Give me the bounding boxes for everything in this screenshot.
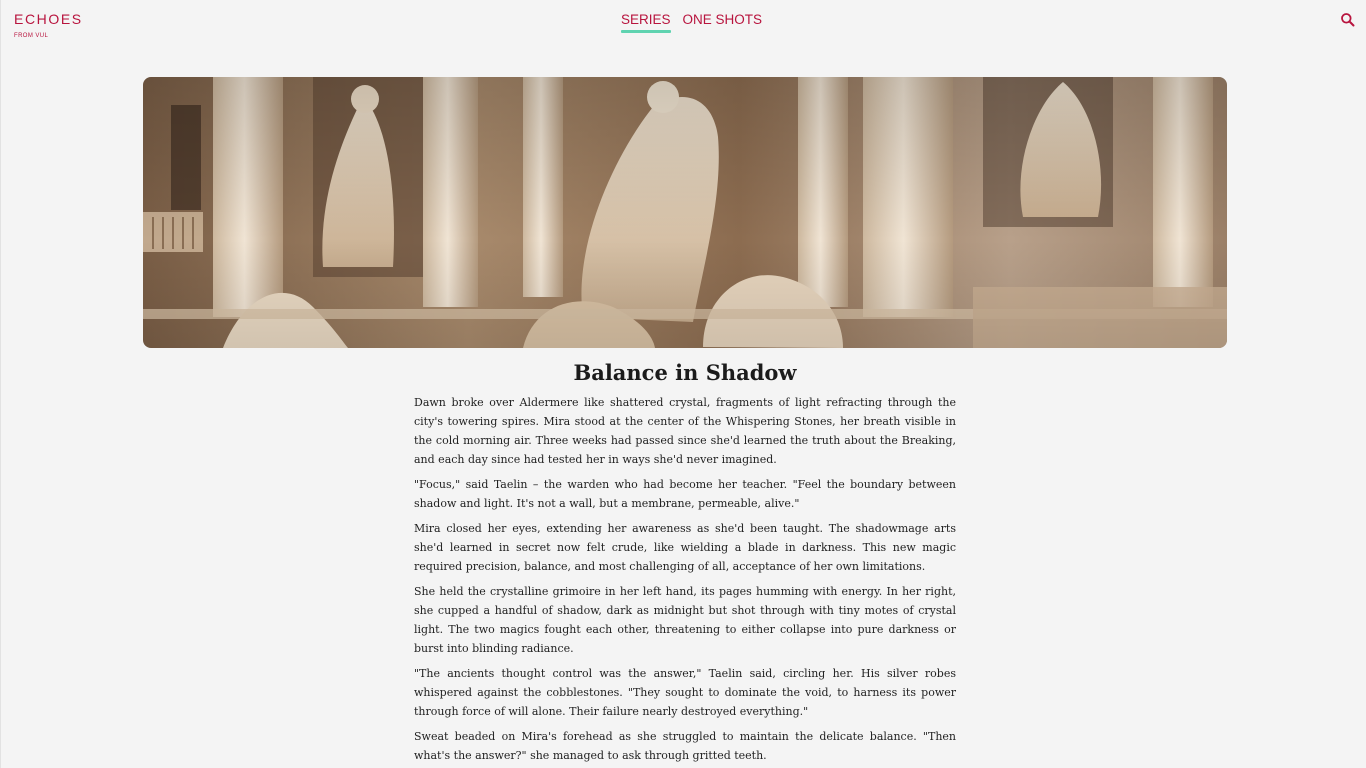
logo-title: ECHOES: [14, 11, 83, 27]
paragraph: Mira closed her eyes, extending her awareness as she'd been taught. The shadowmage arts she'd learned in secret now felt crude, like wielding a blade in darkness. This new magic required precision, balance, and most challenging of all, acceptance of her own limitations.: [414, 522, 956, 573]
main-nav: [621, 11, 762, 30]
search-button[interactable]: [1340, 12, 1356, 28]
article-body: [414, 393, 956, 768]
hero-image: [143, 77, 1227, 348]
logo-subtitle: FROM VUL: [14, 33, 49, 39]
nav-one-shots[interactable]: ONE SHOTS: [682, 12, 763, 27]
paragraph: She held the crystalline grimoire in her left hand, its pages humming with energy. In her right, she cupped a handful of shadow, dark as midnight but shot through with tiny motes of crystal light. The two magics fought each other, threatening to either collapse into pure darkness or burst into blinding radiance.: [414, 585, 956, 655]
article-title: Balance in Shadow: [573, 360, 797, 385]
paragraph: Sweat beaded on Mira's forehead as she struggled to maintain the delicate balance. "Then what's the answer?" she managed to ask through gritted teeth.: [414, 730, 956, 762]
paragraph: "Focus," said Taelin – the warden who had become her teacher. "Feel the boundary between shadow and light. It's not a wall, but a membrane, permeable, alive.": [414, 478, 956, 510]
nav-series[interactable]: SERIES: [621, 11, 671, 30]
site-logo[interactable]: [14, 11, 83, 40]
paragraph: "The ancients thought control was the answer," Taelin said, circling her. His silver robes whispered against the cobblestones. "They sought to dominate the void, to harness its power through force of will alone. Their failure nearly destroyed everything.": [414, 667, 956, 718]
search-icon: [1340, 12, 1356, 28]
site-header: [1, 0, 1366, 48]
paragraph: Dawn broke over Aldermere like shattered crystal, fragments of light refracting through the city's towering spires. Mira stood at the center of the Whispering Stones, her breath visible in the cold morning air. Three weeks had passed since she'd learned the truth about the Breaking, and each day since had tested her in ways she'd never imagined.: [414, 396, 956, 466]
